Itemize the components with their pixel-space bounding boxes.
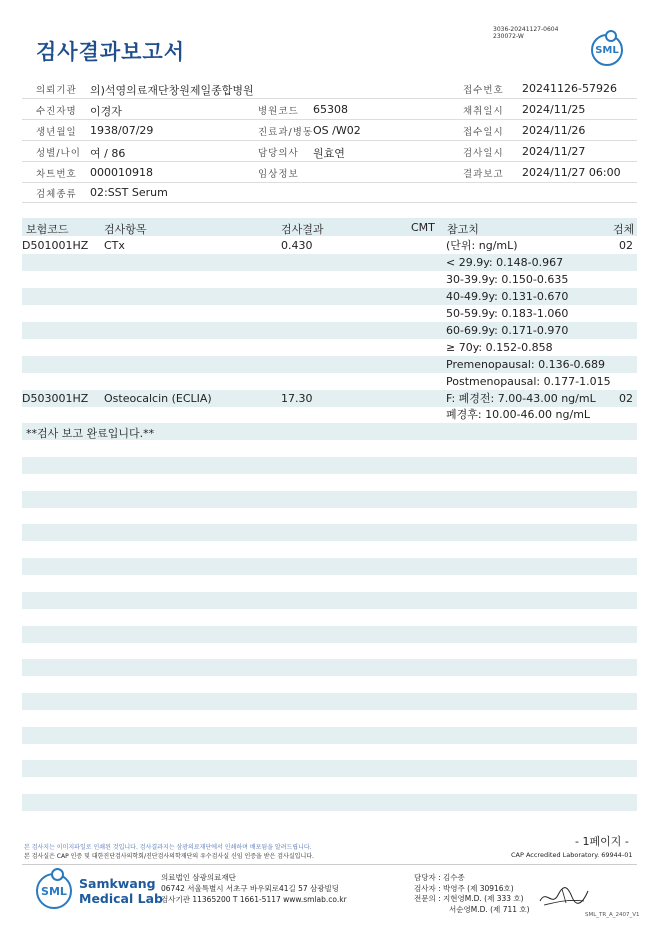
lab-address-line1: 의료법인 삼광의료재단 [161, 873, 236, 882]
lab-address-line3: 검사기관 11365200 T 1661-5117 www.smlab.co.kr [161, 895, 347, 904]
print-notice: 본 검사지는 이미지파일로 인쇄된 것입니다. 검사결과지는 삼광의료재단에서 인쇄하며 배포됨을 알려드립니다. [24, 844, 312, 851]
sml-logo-text: SML [595, 44, 619, 56]
reported-label: 결과보고 [463, 169, 504, 180]
result-2-specimen: 02 [619, 392, 633, 405]
reported-value: 2024/11/27 06:00 [522, 166, 621, 179]
page-number: - 1페이지 - [575, 835, 629, 848]
info-row-specimen [22, 183, 637, 203]
specimen-label: 검체종류 [36, 189, 77, 200]
result-1-code: D501001HZ [22, 239, 89, 252]
hospital-code-value: 65308 [313, 103, 348, 116]
staff-specialist-1: 전문의 : 지현영M.D. (제 333 호) [414, 894, 524, 903]
result-2-reference-line: F: 폐경전: 7.00-43.00 ng/mL [446, 392, 596, 405]
result-1-item: CTx [104, 239, 125, 252]
table-stripe [22, 457, 637, 474]
footer-divider [22, 864, 637, 865]
clinical-label: 임상정보 [258, 169, 299, 180]
dob-label: 생년월일 [36, 127, 77, 138]
document-code-line1: 3036-20241127-0604 [493, 26, 559, 33]
result-1-reference-line: ≥ 70y: 0.152-0.858 [446, 341, 553, 354]
tested-value: 2024/11/27 [522, 145, 586, 158]
header-code: 보험코드 [26, 223, 69, 236]
header-item: 검사항목 [104, 223, 147, 236]
result-1-specimen: 02 [619, 239, 633, 252]
table-stripe [22, 592, 637, 609]
result-1-reference-unit: (단위: ng/mL) [446, 239, 518, 252]
patient-label: 수진자명 [36, 106, 77, 117]
table-stripe [22, 626, 637, 643]
hospital-code-label: 병원코드 [258, 106, 299, 117]
lab-name [79, 876, 163, 906]
result-2-item: Osteocalcin (ECLIA) [104, 392, 212, 405]
patient-value: 이경자 [90, 105, 122, 118]
lab-address-line2: 06742 서울특별시 서초구 바우뫼로41길 57 삼광빌딩 [161, 884, 340, 893]
result-1-reference-line: Postmenopausal: 0.177-1.015 [446, 375, 611, 388]
samkwang-logo-text: SML [41, 884, 67, 898]
result-1-value: 0.430 [281, 239, 313, 252]
result-1-reference-line: Premenopausal: 0.136-0.689 [446, 358, 606, 371]
received-label: 접수일시 [463, 127, 504, 138]
info-row-chart [22, 163, 637, 183]
table-stripe [22, 491, 637, 508]
lab-name-line1: Samkwang [79, 876, 156, 891]
table-stripe [22, 659, 637, 676]
cap-accreditation: CAP Accredited Laboratory. 69944-01 [511, 851, 633, 859]
table-stripe [22, 558, 637, 575]
doctor-value: 원효연 [313, 147, 345, 160]
signature-icon [538, 883, 590, 911]
doctor-label: 담당의사 [258, 148, 299, 159]
table-stripe [22, 760, 637, 777]
table-stripe [22, 727, 637, 744]
page-title: 검사결과보고서 [36, 40, 186, 64]
received-value: 2024/11/26 [522, 124, 586, 137]
result-1-reference-line: 50-59.9y: 0.183-1.060 [446, 307, 569, 320]
lab-address [161, 872, 347, 905]
results-header [22, 218, 637, 236]
info-row-institution [22, 79, 637, 99]
info-row-dob [22, 121, 637, 141]
result-1-reference-line: 40-49.9y: 0.131-0.670 [446, 290, 569, 303]
info-row-sex-age [22, 142, 637, 162]
result-2-reference-line: 폐경후: 10.00-46.00 ng/mL [446, 408, 591, 421]
specimen-value: 02:SST Serum [90, 186, 168, 199]
header-result: 검사결과 [281, 223, 324, 236]
result-1-reference-line: 60-69.9y: 0.171-0.970 [446, 324, 569, 337]
table-stripe [22, 794, 637, 811]
table-stripe [22, 693, 637, 710]
dob-value: 1938/07/29 [90, 124, 154, 137]
staff-tester: 검사자 : 박영주 (제 30916호) [414, 884, 514, 893]
sex-age-value: 여 / 86 [90, 147, 126, 160]
result-1-reference-line: < 29.9y: 0.148-0.967 [446, 256, 564, 269]
staff-specialist-2: 서순영M.D. (제 711 호) [449, 905, 530, 914]
collected-label: 채취일시 [463, 106, 504, 117]
sex-age-label: 성별/나이 [36, 148, 81, 159]
samkwang-logo [36, 873, 72, 909]
chart-no-label: 차트번호 [36, 169, 77, 180]
header-specimen: 검체 [613, 223, 635, 236]
sml-logo [591, 34, 623, 66]
header-reference: 참고치 [447, 223, 479, 236]
institution-value: 의)석영의료재단창원제일종합병원 [90, 84, 254, 97]
tested-label: 검사일시 [463, 148, 504, 159]
result-2-code: D503001HZ [22, 392, 89, 405]
collected-value: 2024/11/25 [522, 103, 586, 116]
accreditation-notice: 본 검사실은 CAP 인증 및 대한진단검사의학회/진단검사의학재단의 우수검사실 신임 인증을 받은 검사실입니다. [24, 853, 314, 860]
document-code-line2: 230072-W [493, 33, 524, 40]
lab-name-line2: Medical Lab [79, 891, 163, 906]
dept-value: OS /W02 [313, 124, 361, 137]
staff-contact: 담당자 : 김수종 [414, 873, 465, 882]
chart-no-value: 000010918 [90, 166, 153, 179]
form-code: SML_TR_A_2407_V1 [585, 912, 640, 918]
result-1-reference-line: 30-39.9y: 0.150-0.635 [446, 273, 569, 286]
info-row-patient [22, 100, 637, 120]
header-cmt: CMT [411, 221, 435, 234]
institution-label: 의뢰기관 [36, 85, 77, 96]
report-complete-note: **검사 보고 완료입니다.** [26, 427, 155, 440]
receipt-no-label: 접수번호 [463, 85, 504, 96]
result-2-value: 17.30 [281, 392, 313, 405]
document-code [493, 26, 558, 40]
dept-label: 진료과/병동 [258, 127, 314, 138]
receipt-no-value: 20241126-57926 [522, 82, 617, 95]
table-stripe [22, 524, 637, 541]
